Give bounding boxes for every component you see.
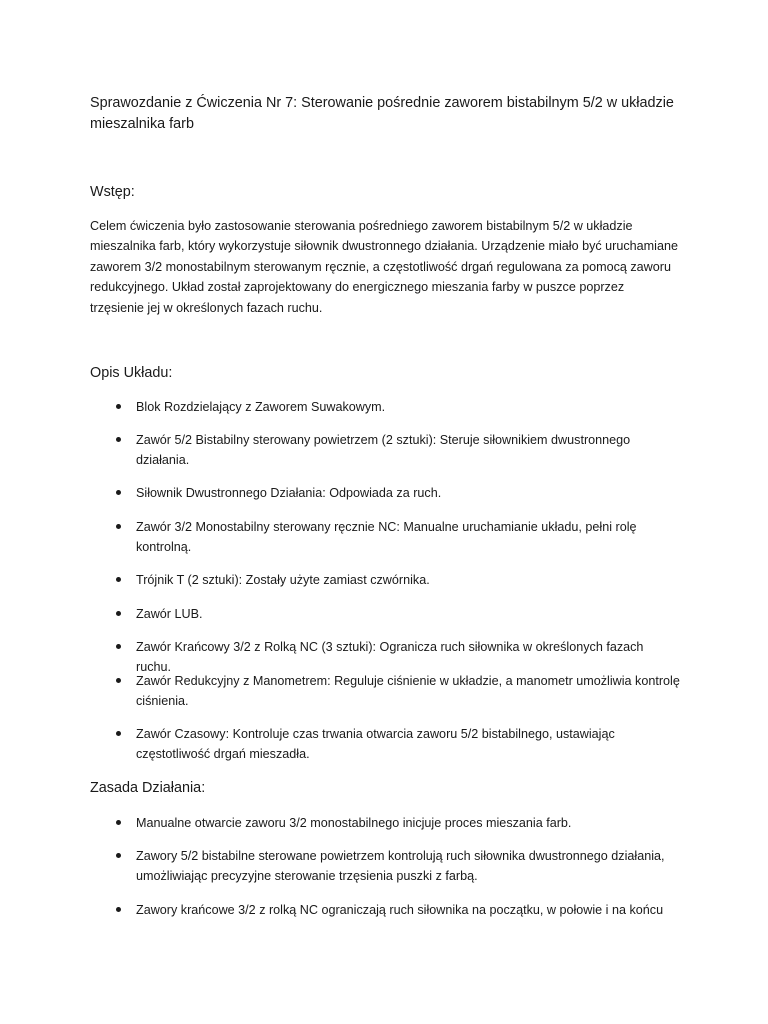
list-item-text: Manualne otwarcie zaworu 3/2 monostabilnego inicjuje proces mieszania farb.: [136, 816, 572, 830]
list-item-text: Siłownik Dwustronnego Działania: Odpowiada za ruch.: [136, 486, 442, 500]
bullet-icon: [116, 437, 121, 442]
list-item-text: Zawór LUB.: [136, 607, 203, 621]
bullet-icon: [116, 853, 121, 858]
bullet-icon: [116, 731, 121, 736]
list-item-text: Trójnik T (2 sztuki): Zostały użyte zamiast czwórnika.: [136, 573, 430, 587]
list-item-text: Zawór Krańcowy 3/2 z Rolką NC (3 sztuki): Ogranicza ruch siłownika w określonych fazach ruchu.: [136, 640, 644, 674]
list-item-text: Zawory krańcowe 3/2 z rolką NC ograniczają ruch siłownika na początku, w połowie i na końcu: [136, 903, 664, 917]
bullet-icon: [116, 820, 121, 825]
list-item-text: Zawór Redukcyjny z Manometrem: Reguluje ciśnienie w układzie, a manometr umożliwia kontrolę ciśnienia.: [136, 674, 680, 708]
intro-paragraph: Celem ćwiczenia było zastosowanie sterowania pośredniego zaworem bistabilnym 5/2 w układzie mieszalnika farb, który wykorzystuje siłownik dwustronnego działania. Urządzenie miało być uruchamiane zaworem 3/2 monostabilnym sterowanym ręcznie, a częstotliwość drgań regulowana za pomocą zaworu redukcyjnego. Układ został zaprojektowany do energicznego mieszania farby w puszce poprzez trzęsienie jej w określonych fazach ruchu.: [90, 219, 678, 315]
list-item-text: Zawory 5/2 bistabilne sterowane powietrzem kontrolują ruch siłownika dwustronnego działania, umożliwiając precyzyjne sterowanie trzęsienia puszki z farbą.: [136, 849, 665, 883]
system-heading: Opis Układu:: [90, 365, 173, 381]
document-title: Sprawozdanie z Ćwiczenia Nr 7: Sterowanie pośrednie zaworem bistabilnym 5/2 w układzie mieszalnika farb: [90, 95, 674, 132]
principle-heading: Zasada Działania:: [90, 780, 206, 796]
list-item-text: Zawór Czasowy: Kontroluje czas trwania otwarcia zaworu 5/2 bistabilnego, ustawiając częstotliwość drgań mieszadła.: [136, 727, 615, 761]
bullet-icon: [116, 577, 121, 582]
bullet-icon: [116, 611, 121, 616]
list-item-text: Blok Rozdzielający z Zaworem Suwakowym.: [136, 400, 386, 414]
bullet-icon: [116, 678, 121, 683]
list-item-text: Zawór 3/2 Monostabilny sterowany ręcznie NC: Manualne uruchamianie układu, pełni rolę kontrolną.: [136, 520, 637, 554]
intro-heading: Wstęp:: [90, 184, 135, 200]
bullet-icon: [116, 404, 121, 409]
bullet-icon: [116, 907, 121, 912]
bullet-icon: [116, 644, 121, 649]
bullet-icon: [116, 490, 121, 495]
bullet-icon: [116, 524, 121, 529]
list-item-text: Zawór 5/2 Bistabilny sterowany powietrzem (2 sztuki): Steruje siłownikiem dwustronnego działania.: [136, 433, 631, 467]
